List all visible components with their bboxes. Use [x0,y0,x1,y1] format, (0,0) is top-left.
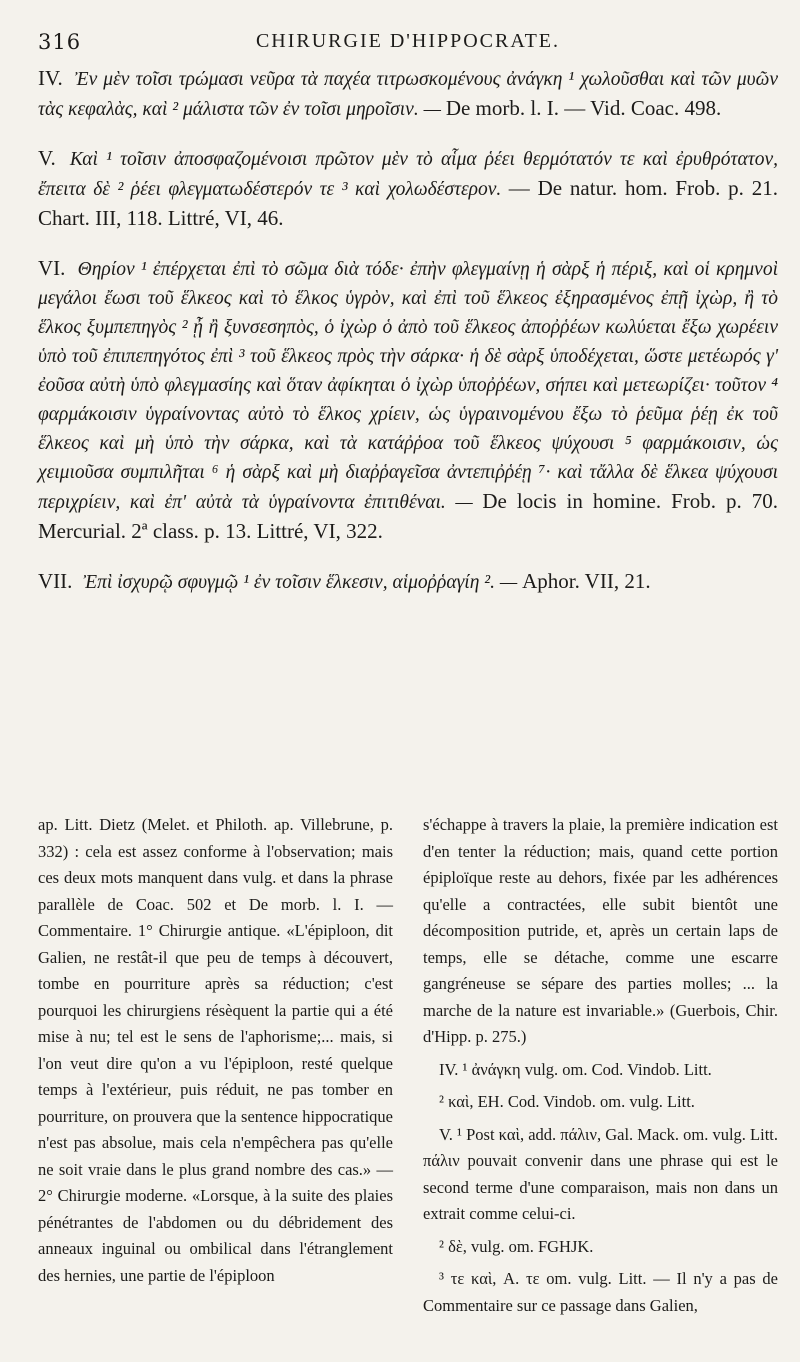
commentary-left-column [38,812,393,1289]
source-reference: De morb. l. I. — Vid. Coac. 498. [445,96,722,120]
greek-text: Ἐπὶ ἰσχυρῷ σφυγμῷ ¹ ἐν τοῖσιν ἕλκεσιν, αἱμοῤῥαγίη ². — [83,572,518,593]
commentary-text: ap. Litt. Dietz (Melet. et Philoth. ap. Villebrune, p. 332) : cela est assez conforme à l'observation; mais ces deux mots manquent dans vulg. et dans la phrase parallèle de Coac. 502 et De morb. l. I. — Commentaire. 1° Chirurgie antique. «L'épiploon, dit Galien, ne restât-il que peu de temps à découvert, tombe en pourriture après sa réduction; c'est pourquoi les chirurgiens résèquent la partie qui a été mise à nu; tel est le sens de l'aphorisme;... mais, si l'on veut dire qu'on a vu l'épiploon, resté quelque temps à l'extérieur, puis réduit, ne pas tomber en pourriture, on prouvera que la sentence hippocratique n'est pas absolue, mais cela n'empêchera pas qu'elle ne soit vraie dans le plus grand nombre des cas.» — 2° Chirurgie moderne. «Lorsque, à la suite des plaies pénétrantes de l'abdomen ou du débridement des anneaux inguinal ou ombilical dans l'étranglement des hernies, une partie de l'épiploon [38,815,393,1285]
section-numeral: VI. [38,256,66,280]
section-numeral: V. [38,146,56,170]
section-numeral: IV. [38,66,63,90]
main-text [38,64,778,617]
running-title: CHIRURGIE D'HIPPOCRATE. [255,30,561,52]
section-v [38,144,778,234]
section-vi [38,254,778,547]
greek-text: Καὶ ¹ τοῖσιν ἀποσφαζομένοισι πρῶτον μὲν τὸ αἷμα ῥέει θερμότατόν τε καὶ ἐρυθρότατον, ἔπειτα δὲ ² ῥέει φλεγματωδέσ͏τερόν τε ³ καὶ χολωδέσ͏τερον. [38,149,779,200]
footnote: ² καὶ, EH. Cod. Vindob. om. vulg. Litt. [439,1092,695,1111]
greek-text: Ἐν μὲν τοῖσι τρώμασι νεῦρα τὰ παχέα τιτρωσκομένους ἀνάγκη ¹ χωλοῦσθαι καὶ τῶν μυῶν τὰς κεφαλὰς, καὶ ² μάλισ͏τα τῶν ἐν τοῖσι μηροῖσιν. — [38,69,778,120]
section-iv [38,64,778,124]
page-header [38,30,778,60]
footnote: ² δὲ, vulg. om. FGHJK. [439,1236,594,1256]
footnote: IV. ¹ ἀνάγκη vulg. om. Cod. Vindob. Litt. [439,1059,712,1079]
greek-text: Θηρίον ¹ ἐπέρχεται ἐπὶ τὸ σῶμα διὰ τόδε· ἐπὴν φλεγμαίνῃ ἡ σὰρξ ἡ πέριξ, καὶ οἱ κρημνοὶ μεγάλοι ἔωσι τοῦ ἕλκεος καὶ τὸ ἕλκος ὑγρὸν, καὶ ἐπὶ τοῦ ἕλκεος ἐξηρασμένος ἐπῇ ἰχὼρ, ἢ τὸ ἕλκος ξυμπεπηγὸς ² ᾖ ἢ ξυνσεσηπὸς, ὁ ἰχὼρ ὁ ἀπὸ τοῦ ἕλκεος ἀποῤῥέων κωλύεται ἔξω χωρέειν ὑπὸ τοῦ ἐπιπεπηγότος ἐπὶ ³ τοῦ ἕλκεος πρὸς τὴν σάρκα· ἡ δὲ σὰρξ ὑποδέχεται, ὥσ͏τε μετέωρός γ' ἐοῦσα αὐτὴ ὑπὸ φλεγμασίης καὶ ὅταν ἀφίκηται ὁ ἰχὼρ ὑποῤῥέων, σήπει καὶ μετεωρίζει· τοῦτον ⁴ φαρμάκοισιν ὑγραίνοντας αὐτὸ τὸ ἕλκος χρίειν, ὡς ὑγραινομένου ἔξω τὸ ῥεῦμα ῥέῃ ἐκ τοῦ ἕλκεος καὶ μὴ ὑπὸ τὴν σάρκα, καὶ τὰ κατάῤῥοα τοῦ ἕλκεος ψύχουσι ⁵ φαρμάκοισιν, ὡς χειμιοῦσα συμπιλῆται ⁶ ἡ σὰρξ καὶ μὴ διαῤῥαγεῖσα ἀντεπιῤῥέῃ ⁷· καὶ τἄλλα δὲ ἕλκεα ψύχουσι περιχρίειν, καὶ ἐπ' αὐτὰ τὰ ὑγραίνοντα ἐπιτιθέναι. — [38,259,778,513]
page-number: 316 [38,30,82,54]
footnote: ³ τε καὶ, A. τε om. vulg. Litt. — Il n'y a pas de Commentaire sur ce passage dans Galien, [423,1269,778,1315]
source-reference: Aphor. VII, 21. [522,569,651,593]
commentary-right-column [423,812,778,1319]
commentary-text: s'échappe à travers la plaie, la première indication est d'en tenter la réduction; mais, quand cette portion épiploïque reste au dehors, fixée par les adhérences qu'elle a contractées, elle subit bientôt une décomposition putride, et, après un certain laps de temps, elle se détache, comme une escarre gangréneuse se sépare des parties molles; ... la marche de la nature est invariable.» (Guerbois, Chir. d'Hipp. p. 275.) [423,815,778,1046]
source-reference: De locis in homine. Frob. p. 70. Mercurial. 2ª class. p. 13. Littré, VI, 322. [38,489,778,543]
source-reference: — De natur. hom. Frob. p. 21. Chart. III, 118. Littré, VI, 46. [38,176,779,230]
footnote: V. ¹ Post καὶ, add. πάλιν, Gal. Mack. om. vulg. Litt. πάλιν pouvait convenir dans une phrase qui est le second terme d'une comparaison, mais non dans un extrait comme celui-ci. [423,1124,778,1223]
section-vii [38,567,778,597]
section-numeral: VII. [38,569,73,593]
